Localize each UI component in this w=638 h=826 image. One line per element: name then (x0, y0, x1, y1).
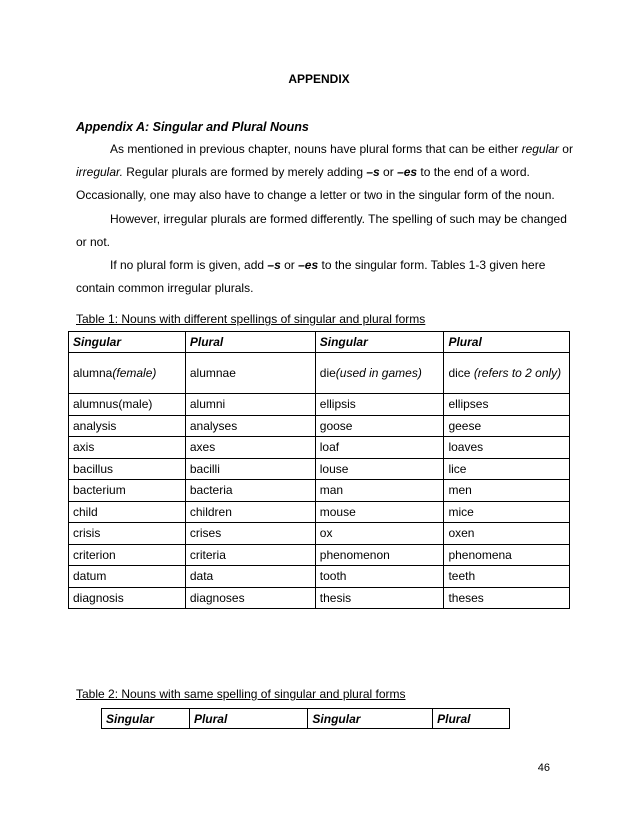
table-row (69, 437, 570, 459)
table-1 (68, 331, 570, 609)
table-header-row (102, 709, 510, 729)
table-cell: man (315, 480, 444, 502)
table-2-caption: Table 2: Nouns with same spelling of singular and plural forms (76, 687, 406, 701)
table-cell: dice (refers to 2 only) (444, 353, 570, 394)
table-cell: diagnoses (185, 587, 315, 609)
paragraph-1: As mentioned in previous chapter, nouns have plural forms that can be either regular or irregular. Regular plurals are formed by merely adding –s or –es to the end of a word. Occasionally, one may also have to change a letter or two in the singular form of the noun. (76, 142, 573, 203)
table-row (69, 458, 570, 480)
table-2 (101, 708, 510, 729)
table-cell: phenomenon (315, 544, 444, 566)
table-cell: bacilli (185, 458, 315, 480)
paragraph-3: If no plural form is given, add –s or –es to the singular form. Tables 1-3 given here contain common irregular plurals. (76, 258, 546, 296)
table-cell: bacillus (69, 458, 186, 480)
body-text (76, 138, 576, 300)
table-cell: alumnae (185, 353, 315, 394)
table-cell: bacteria (185, 480, 315, 502)
table-cell: alumnus(male) (69, 394, 186, 416)
table-cell: louse (315, 458, 444, 480)
table-row (69, 566, 570, 588)
column-header: Singular (69, 332, 186, 353)
table-cell: oxen (444, 523, 570, 545)
table-cell: loaves (444, 437, 570, 459)
table-cell: analyses (185, 415, 315, 437)
table-row (69, 544, 570, 566)
table-cell: mouse (315, 501, 444, 523)
table-cell: alumna(female) (69, 353, 186, 394)
table-cell: analysis (69, 415, 186, 437)
table-cell: datum (69, 566, 186, 588)
table-row (69, 523, 570, 545)
table-cell: criterion (69, 544, 186, 566)
table-header-row (69, 332, 570, 353)
table-cell: data (185, 566, 315, 588)
table-cell: alumni (185, 394, 315, 416)
table-1-caption: Table 1: Nouns with different spellings of singular and plural forms (76, 312, 426, 326)
table-cell: tooth (315, 566, 444, 588)
table-cell: loaf (315, 437, 444, 459)
table-row (69, 501, 570, 523)
table-row (69, 415, 570, 437)
paragraph-2: However, irregular plurals are formed differently. The spelling of such may be changed or not. (76, 211, 567, 249)
section-heading: Appendix A: Singular and Plural Nouns (76, 120, 309, 134)
column-header: Singular (315, 332, 444, 353)
table-cell: crisis (69, 523, 186, 545)
column-header: Singular (102, 709, 190, 729)
table-cell: lice (444, 458, 570, 480)
table-cell: geese (444, 415, 570, 437)
table-cell: die(used in games) (315, 353, 444, 394)
column-header: Plural (433, 709, 510, 729)
page-number: 46 (537, 762, 550, 774)
column-header: Plural (185, 332, 315, 353)
table-cell: axes (185, 437, 315, 459)
table-cell: bacterium (69, 480, 186, 502)
table-cell: criteria (185, 544, 315, 566)
table-cell: ox (315, 523, 444, 545)
table-cell: ellipsis (315, 394, 444, 416)
column-header: Singular (308, 709, 433, 729)
table-cell: child (69, 501, 186, 523)
table-cell: phenomena (444, 544, 570, 566)
table-cell: thesis (315, 587, 444, 609)
column-header: Plural (189, 709, 307, 729)
table-cell: axis (69, 437, 186, 459)
table-row (69, 394, 570, 416)
page-title: APPENDIX (288, 72, 350, 86)
table-row (69, 480, 570, 502)
table-row (69, 587, 570, 609)
table-cell: theses (444, 587, 570, 609)
table-cell: children (185, 501, 315, 523)
table-cell: diagnosis (69, 587, 186, 609)
table-row (69, 353, 570, 394)
table-cell: crises (185, 523, 315, 545)
table-cell: men (444, 480, 570, 502)
table-cell: goose (315, 415, 444, 437)
column-header: Plural (444, 332, 570, 353)
table-cell: ellipses (444, 394, 570, 416)
table-cell: teeth (444, 566, 570, 588)
table-cell: mice (444, 501, 570, 523)
